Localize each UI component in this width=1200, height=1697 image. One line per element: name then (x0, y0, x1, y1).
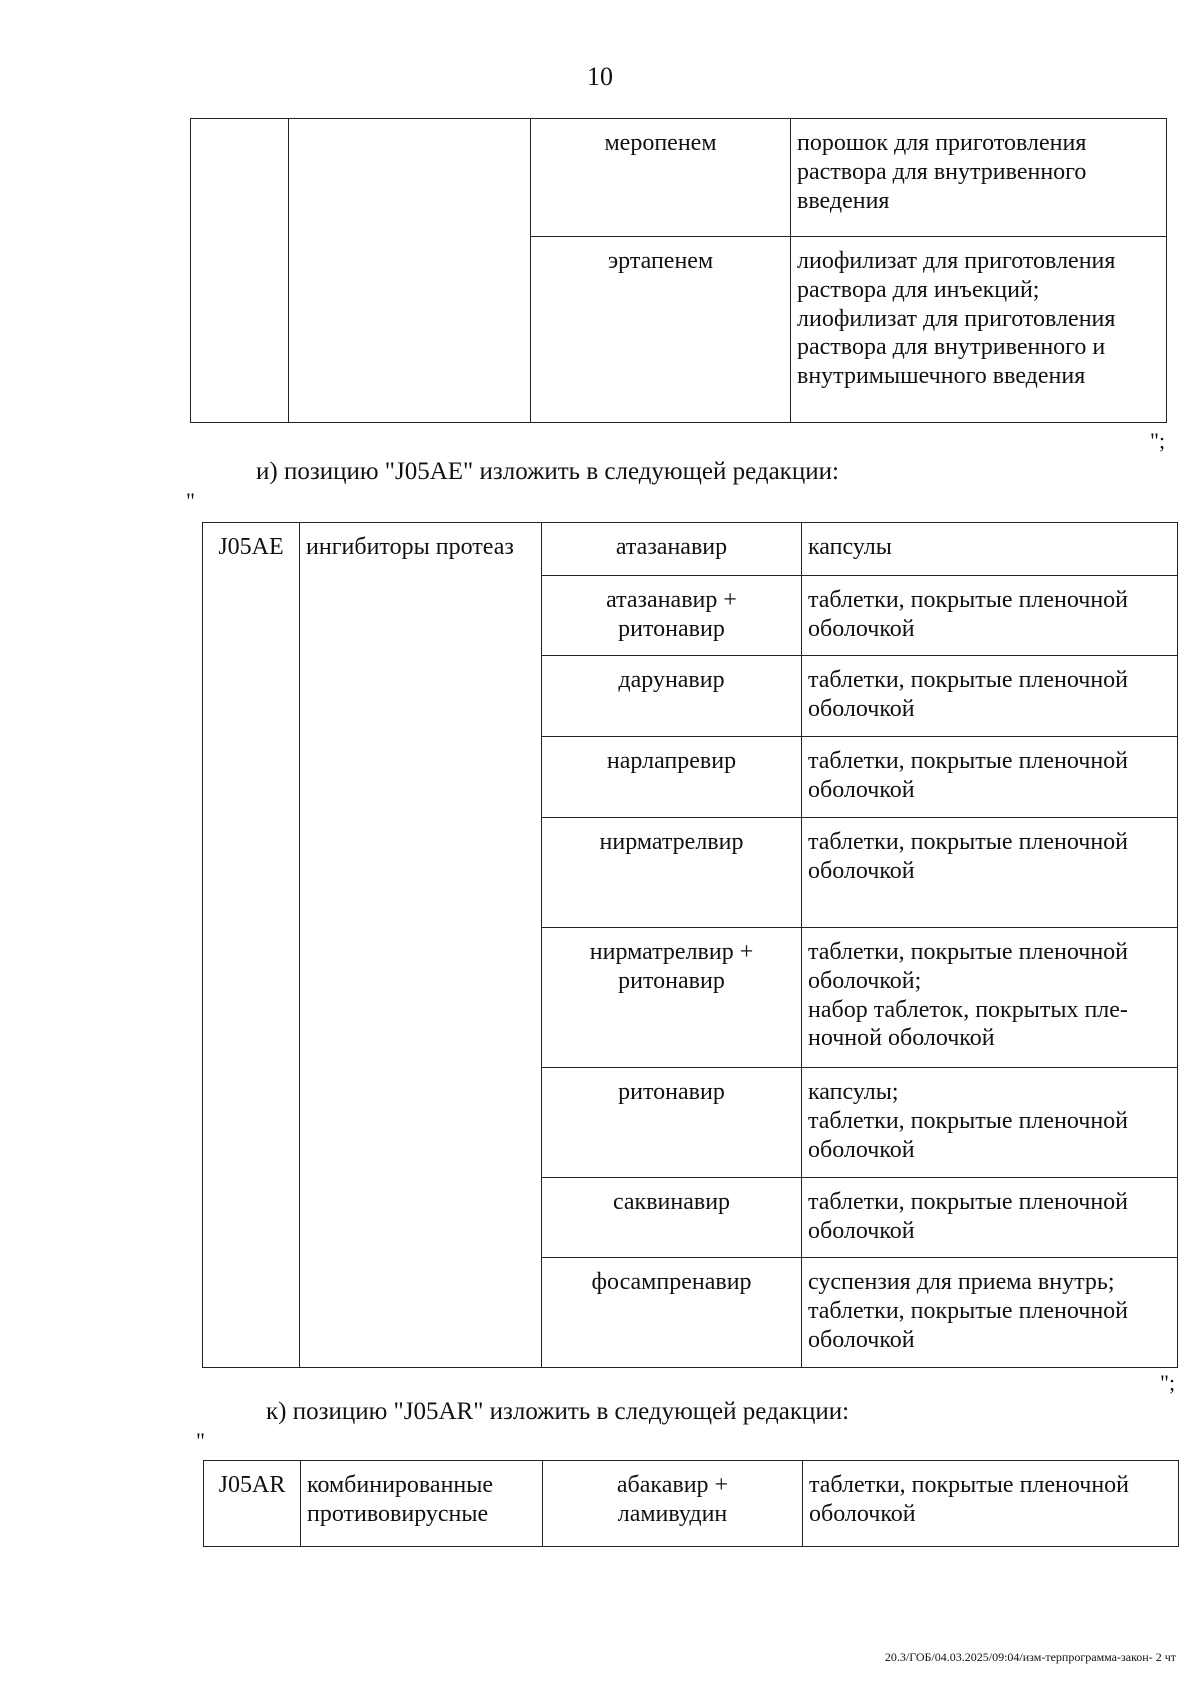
dosage-form-cell: лиофилизат для приготовления раствора для инъекций; лиофилизат для приготовления раствора для внутривенного и внутримышечного введения (791, 237, 1167, 423)
drug-cell: фосампренавир (542, 1258, 802, 1368)
drug-cell: атазанавир + ритонавир (542, 576, 802, 656)
dosage-form-cell: таблетки, покрытые пленочной оболочкой (802, 656, 1178, 737)
table-row (203, 523, 1178, 576)
page-number: 10 (587, 62, 613, 91)
group-cell: ингибиторы протеаз (300, 523, 542, 1368)
dosage-form-cell: капсулы (802, 523, 1178, 576)
dosage-form-cell: таблетки, покрытые пленочной оболочкой; набор таблеток, покрытых пле- ночной оболочкой (802, 928, 1178, 1068)
drug-cell: ритонавир (542, 1068, 802, 1178)
opening-quote: " (196, 1428, 205, 1453)
drug-cell: атазанавир (542, 523, 802, 576)
instruction-j05ae: и) позицию "J05AE" изложить в следующей редакции: (256, 458, 839, 485)
drug-cell: меропенем (531, 119, 791, 237)
dosage-form-cell: таблетки, покрытые пленочной оболочкой (803, 1461, 1179, 1547)
dosage-form-cell: порошок для приготовления раствора для внутривенного введения (791, 119, 1167, 237)
atc-code-cell (191, 119, 289, 423)
dosage-form-cell: таблетки, покрытые пленочной оболочкой (802, 737, 1178, 818)
group-cell (289, 119, 531, 423)
drug-cell: нарлапревир (542, 737, 802, 818)
atc-code-cell: J05AE (203, 523, 300, 1368)
dosage-form-cell: таблетки, покрытые пленочной оболочкой (802, 1178, 1178, 1258)
drug-cell: саквинавир (542, 1178, 802, 1258)
document-code: 20.3/ГОБ/04.03.2025/09:04/изм-терпрограмма-закон- 2 чт (884, 1650, 1176, 1664)
opening-quote: " (186, 488, 195, 513)
dosage-form-cell: суспензия для приема внутрь; таблетки, покрытые пленочной оболочкой (802, 1258, 1178, 1368)
table-j05ar (203, 1460, 1179, 1547)
dosage-form-cell: таблетки, покрытые пленочной оболочкой (802, 576, 1178, 656)
closing-quote: "; (1150, 428, 1166, 453)
table-row (204, 1461, 1179, 1547)
drug-cell: дарунавир (542, 656, 802, 737)
table-row (191, 119, 1167, 237)
drug-cell: эртапенем (531, 237, 791, 423)
closing-quote: "; (1160, 1370, 1176, 1395)
drug-cell: абакавир + ламивудин (543, 1461, 803, 1547)
table-j05ae (202, 522, 1178, 1368)
table-continuation (190, 118, 1167, 423)
dosage-form-cell: капсулы; таблетки, покрытые пленочной оболочкой (802, 1068, 1178, 1178)
dosage-form-cell: таблетки, покрытые пленочной оболочкой (802, 818, 1178, 928)
group-cell: комбинированные противовирусные (301, 1461, 543, 1547)
atc-code-cell: J05AR (204, 1461, 301, 1547)
instruction-j05ar: к) позицию "J05AR" изложить в следующей редакции: (266, 1398, 850, 1425)
drug-cell: нирматрелвир (542, 818, 802, 928)
drug-cell: нирматрелвир + ритонавир (542, 928, 802, 1068)
